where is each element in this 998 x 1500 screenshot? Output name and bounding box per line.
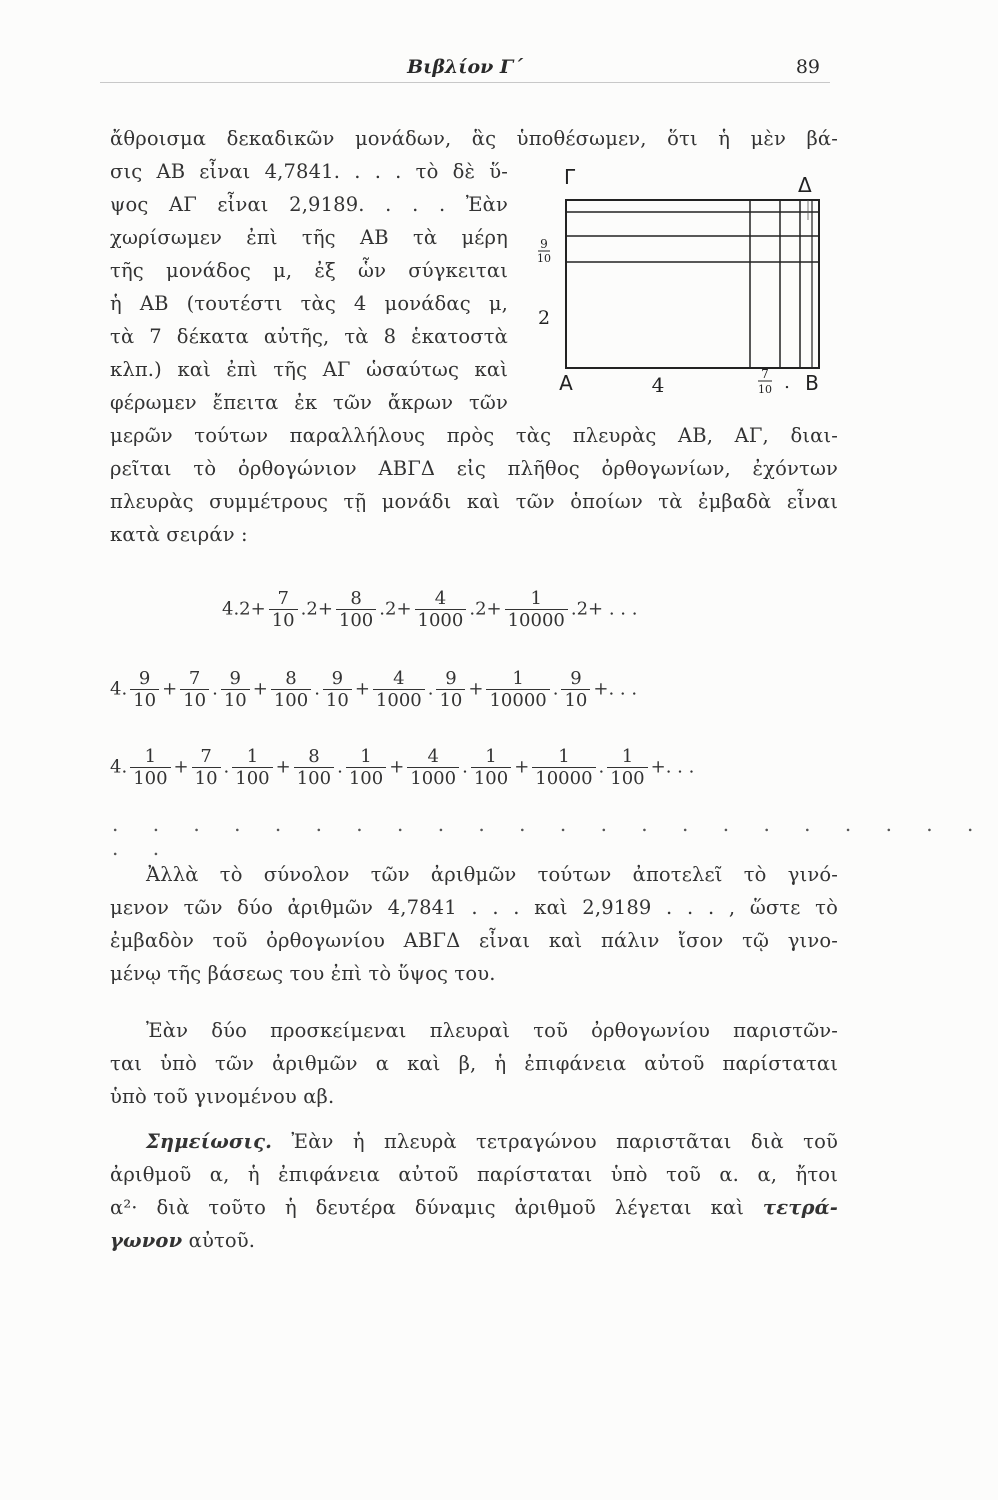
fraction-numerator: 7 bbox=[277, 588, 289, 609]
left-fraction-numerator: 9 bbox=[540, 237, 548, 251]
fraction-denominator: 1000 bbox=[407, 767, 459, 789]
text-line: φέρωμεν ἔπειτα ἐκ τῶν ἄκρων τῶν bbox=[110, 391, 508, 414]
formula-operator: . bbox=[212, 678, 218, 700]
text-line: ἀριθμοῦ α, ἡ ἐπιφάνεια αὐτοῦ παρίσταται ὑπὸ τοῦ α. α, ἤτοι bbox=[110, 1163, 838, 1186]
text-line: κατὰ σειράν : bbox=[110, 523, 248, 546]
rectangle-outline bbox=[566, 200, 819, 368]
fraction-numerator: 1 bbox=[621, 746, 634, 767]
text-line: ρεῖται τὸ ὀρθογώνιον ΑΒΓΔ εἰς πλῆθος ὀρθογωνίων, ἐχόντων bbox=[110, 457, 838, 480]
formula-operator: + bbox=[354, 678, 370, 700]
fraction-numerator: 4 bbox=[434, 588, 447, 609]
formula-operator: . bbox=[314, 678, 320, 700]
formula-operator: + bbox=[275, 756, 291, 778]
fraction bbox=[271, 668, 311, 711]
formula-prefix: 4.2 bbox=[222, 598, 251, 620]
fraction-numerator: 7 bbox=[188, 668, 201, 689]
fraction-denominator: 10000 bbox=[505, 609, 568, 631]
fraction-numerator: 1 bbox=[485, 746, 497, 767]
paragraph-3 bbox=[110, 1014, 838, 1113]
bottom-dot: . bbox=[784, 372, 790, 393]
formula-operator: +. . . bbox=[593, 678, 638, 700]
text-line bbox=[110, 1125, 838, 1158]
emphasized-term: τετρά- bbox=[762, 1196, 838, 1219]
formula-operator: . bbox=[552, 678, 559, 700]
fraction-numerator: 1 bbox=[246, 746, 259, 767]
note-paragraph bbox=[110, 1125, 838, 1257]
text-line: ἐμβαδὸν τοῦ ὀρθογωνίου ΑΒΓΔ εἶναι καὶ πάλιν ἴσον τῷ γινο- bbox=[110, 929, 838, 952]
fraction-denominator: 1000 bbox=[373, 689, 425, 711]
fraction-denominator: 100 bbox=[471, 767, 511, 789]
fraction bbox=[180, 668, 209, 711]
text-line: κλπ.) καὶ ἐπὶ τῆς ΑΓ ὡσαύτως καὶ bbox=[110, 358, 508, 381]
fraction-denominator: 10 bbox=[323, 689, 352, 711]
fraction-numerator: 1 bbox=[360, 746, 372, 767]
fraction-numerator: 4 bbox=[393, 668, 405, 689]
fraction-numerator: 9 bbox=[445, 668, 457, 689]
corner-label-gamma: Γ bbox=[564, 165, 576, 189]
formula-row-1 bbox=[222, 588, 637, 631]
fraction-numerator: 1 bbox=[144, 746, 157, 767]
bottom-fraction-numerator: 7 bbox=[761, 367, 769, 381]
rectangle-figure bbox=[528, 162, 828, 402]
text-line: μερῶν τούτων παραλλήλους πρὸς τὰς πλευρὰς ΑΒ, ΑΓ, διαι- bbox=[110, 424, 838, 447]
fraction-denominator: 10 bbox=[180, 689, 209, 711]
text-line: ἄθροισμα δεκαδικῶν μονάδων, ἃς ὑποθέσωμεν, ὅτι ἡ μὲν βά- bbox=[110, 127, 838, 150]
fraction-numerator: 9 bbox=[570, 668, 582, 689]
formula-operator: + bbox=[514, 756, 530, 778]
running-title: Βιβλίον Γ΄ bbox=[407, 56, 523, 78]
fraction-denominator: 10 bbox=[221, 689, 250, 711]
fraction-denominator: 10 bbox=[436, 689, 465, 711]
fraction bbox=[130, 746, 170, 789]
fraction bbox=[192, 746, 221, 789]
fraction-denominator: 100 bbox=[294, 767, 334, 789]
note-text: α²· διὰ τοῦτο ἡ δευτέρα δύναμις ἀριθμοῦ λέγεται καὶ bbox=[110, 1196, 745, 1219]
fraction bbox=[407, 746, 459, 789]
running-header bbox=[100, 52, 830, 83]
fraction-numerator: 1 bbox=[530, 588, 542, 609]
formula-operator: . bbox=[462, 756, 468, 778]
fraction-denominator: 10000 bbox=[532, 767, 595, 789]
paragraph-1-wrapped bbox=[110, 155, 508, 419]
fraction-denominator: 100 bbox=[336, 609, 376, 631]
text-line: ται ὑπὸ τῶν ἀριθμῶν α καὶ β, ἡ ἐπιφάνεια αὐτοῦ παρίσταται bbox=[110, 1052, 838, 1075]
dots-row: . . . . . . . . . . . . . . . . . . . . . . . . bbox=[112, 812, 988, 860]
fraction bbox=[323, 668, 352, 711]
formula-operator: . bbox=[427, 678, 434, 700]
note-text: αὐτοῦ. bbox=[188, 1229, 256, 1252]
formula-row-3 bbox=[110, 746, 694, 789]
text-line: μένῳ τῆς βάσεως του ἐπὶ τὸ ὕψος του. bbox=[110, 962, 496, 985]
text-line: χωρίσωμεν ἐπὶ τῆς ΑΒ τὰ μέρη bbox=[110, 226, 508, 249]
fraction bbox=[486, 668, 549, 711]
formula-operator: .2+ . . . bbox=[570, 598, 638, 620]
fraction-numerator: 9 bbox=[331, 668, 344, 689]
formula-operator: + bbox=[389, 756, 405, 778]
corner-label-alpha: Α bbox=[559, 371, 573, 395]
formula-operator: .2+ bbox=[469, 598, 502, 620]
formula-operator: + bbox=[162, 678, 178, 700]
text-line: μενον τῶν δύο ἀριθμῶν 4,7841 . . . καὶ 2,9189 . . . , ὥστε τὸ bbox=[110, 896, 838, 919]
formula-row-2 bbox=[110, 668, 637, 711]
formula-prefix: 4. bbox=[110, 756, 128, 778]
fraction-denominator: 10000 bbox=[486, 689, 549, 711]
fraction-numerator: 7 bbox=[200, 746, 212, 767]
formula-operator: . bbox=[598, 756, 605, 778]
fraction-denominator: 10 bbox=[561, 689, 590, 711]
emphasized-term: γωνον bbox=[110, 1229, 183, 1252]
bottom-fraction-denominator: 10 bbox=[758, 383, 772, 396]
fraction-numerator: 8 bbox=[350, 588, 362, 609]
bottom-label-units: 4 bbox=[651, 373, 665, 397]
fraction-denominator: 100 bbox=[346, 767, 386, 789]
text-line bbox=[110, 1224, 838, 1257]
formula-operator: + bbox=[173, 756, 189, 778]
fraction bbox=[269, 588, 298, 631]
paragraph-1-first-line bbox=[110, 122, 838, 155]
text-line: ὑπὸ τοῦ γινομένου αβ. bbox=[110, 1085, 335, 1108]
fraction-numerator: 9 bbox=[138, 668, 151, 689]
text-line: ψος ΑΓ εἶναι 2,9189. . . . Ἐὰν bbox=[110, 193, 508, 216]
left-label-units: 2 bbox=[537, 307, 551, 329]
fraction-denominator: 10 bbox=[130, 689, 159, 711]
text-line: τὰ 7 δέκατα αὐτῆς, τὰ 8 ἑκατοστὰ bbox=[110, 325, 508, 348]
note-text: Ἐὰν ἡ πλευρὰ τετραγώνου παριστᾶται διὰ τοῦ bbox=[291, 1130, 838, 1153]
text-line: Ἐὰν δύο προσκείμεναι πλευραὶ τοῦ ὀρθογωνίου παριστῶν- bbox=[146, 1019, 838, 1042]
fraction-numerator: 4 bbox=[427, 746, 439, 767]
fraction bbox=[346, 746, 386, 789]
fraction-numerator: 1 bbox=[558, 746, 570, 767]
formula-operator: . bbox=[223, 756, 230, 778]
text-line: ἡ ΑΒ (τουτέστι τὰς 4 μονάδας μ, bbox=[110, 292, 508, 315]
text-line: πλευρὰς συμμέτρους τῇ μονάδι καὶ τῶν ὁποίων τὰ ἐμβαδὰ εἶναι bbox=[110, 490, 838, 513]
fraction-denominator: 100 bbox=[271, 689, 311, 711]
fraction bbox=[415, 588, 467, 631]
note-label: Σημείωσις. bbox=[146, 1130, 273, 1153]
fraction bbox=[130, 668, 159, 711]
formula-operator: + bbox=[252, 678, 268, 700]
fraction bbox=[607, 746, 647, 789]
fraction bbox=[471, 746, 511, 789]
fraction-denominator: 100 bbox=[130, 767, 170, 789]
fraction bbox=[436, 668, 465, 711]
text-line: τῆς μονάδος μ, ἐξ ὧν σύγκειται bbox=[110, 259, 508, 282]
formula-operator: + bbox=[468, 678, 484, 700]
fraction-numerator: 1 bbox=[512, 668, 524, 689]
fraction bbox=[294, 746, 334, 789]
fraction-numerator: 9 bbox=[229, 668, 241, 689]
left-fraction-denominator: 10 bbox=[537, 252, 551, 265]
formula-operator: .2+ bbox=[300, 598, 333, 620]
fraction-numerator: 8 bbox=[285, 668, 297, 689]
formula-operator: + bbox=[250, 598, 266, 620]
fraction-numerator: 8 bbox=[308, 746, 320, 767]
fraction bbox=[336, 588, 376, 631]
formula-operator: . bbox=[337, 756, 343, 778]
corner-label-delta: Δ bbox=[798, 173, 812, 197]
corner-label-beta: Β bbox=[805, 371, 819, 395]
text-line: σις ΑΒ εἶναι 4,7841. . . . τὸ δὲ ὕ- bbox=[110, 160, 508, 183]
fraction-denominator: 10 bbox=[269, 609, 298, 631]
page-number: 89 bbox=[795, 56, 820, 78]
formula-prefix: 4. bbox=[110, 678, 128, 700]
text-line: Ἀλλὰ τὸ σύνολον τῶν ἀριθμῶν τούτων ἀποτελεῖ τὸ γινό- bbox=[146, 863, 838, 886]
text-line bbox=[110, 1191, 838, 1224]
fraction bbox=[505, 588, 568, 631]
fraction bbox=[373, 668, 425, 711]
fraction bbox=[232, 746, 272, 789]
fraction bbox=[532, 746, 595, 789]
formula-operator: .2+ bbox=[379, 598, 412, 620]
fraction bbox=[561, 668, 590, 711]
paragraph-2 bbox=[110, 858, 838, 990]
fraction-denominator: 1000 bbox=[415, 609, 467, 631]
paragraph-1-continued bbox=[110, 419, 838, 551]
fraction bbox=[221, 668, 250, 711]
fraction-denominator: 100 bbox=[232, 767, 272, 789]
fraction-denominator: 100 bbox=[607, 767, 647, 789]
formula-operator: +. . . bbox=[650, 756, 695, 778]
fraction-denominator: 10 bbox=[192, 767, 221, 789]
